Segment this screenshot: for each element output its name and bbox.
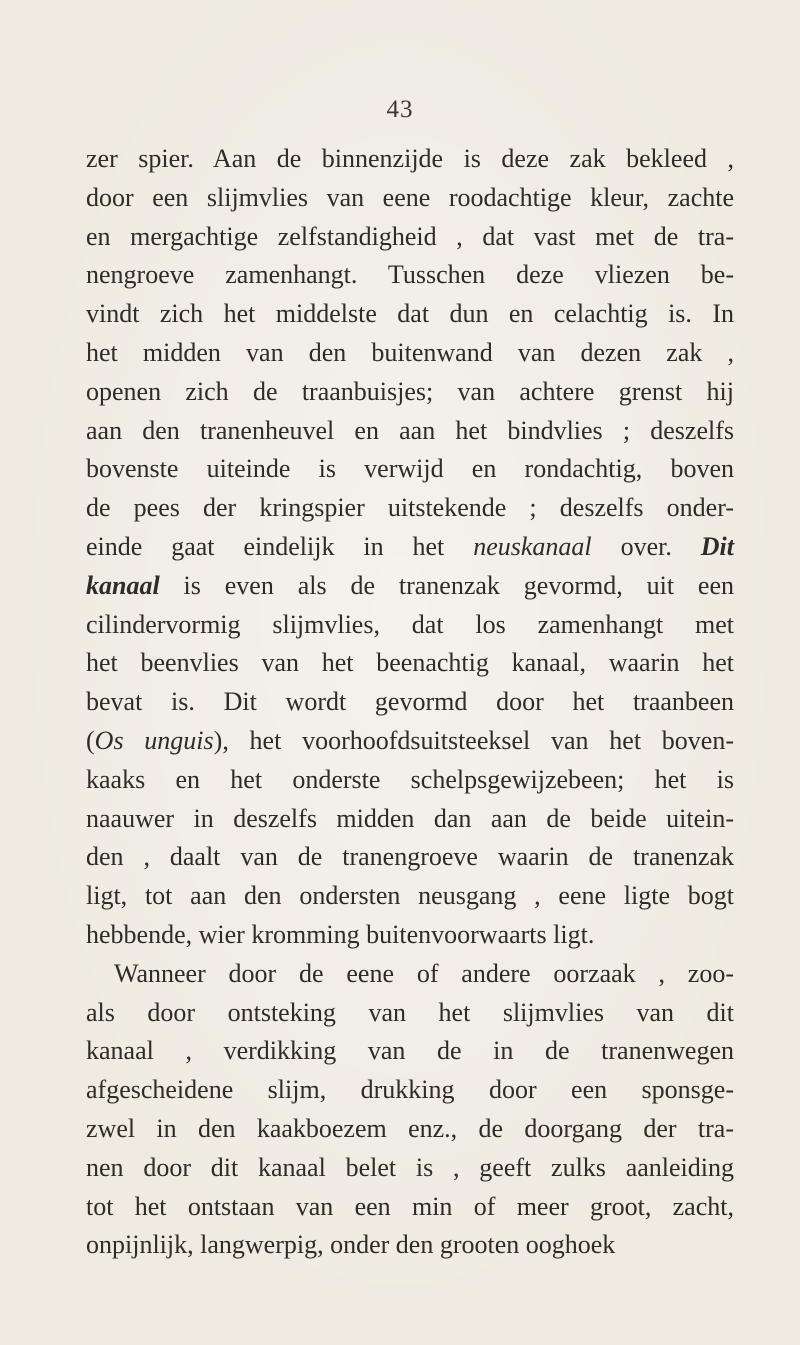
emphasized-term: Os unguis bbox=[94, 725, 214, 755]
text-segment: bevat is. Dit wordt gevormd door het traanbeen bbox=[86, 687, 734, 717]
text-segment: aan den tranenheuvel en aan het bindvlies ; deszelfs bbox=[86, 415, 734, 445]
text-line bbox=[86, 1226, 734, 1265]
text-segment: ligt, tot aan den ondersten neusgang , eene ligte bogt bbox=[86, 881, 734, 911]
text-segment: het beenvlies van het beenachtig kanaal, waarin het bbox=[86, 648, 734, 678]
text-segment: einde gaat eindelijk in het bbox=[86, 531, 474, 561]
text-line bbox=[86, 800, 734, 839]
text-segment: bovenste uiteinde is verwijd en rondachtig, boven bbox=[86, 454, 734, 484]
text-line bbox=[86, 916, 734, 955]
text-segment: vindt zich het middelste dat dun en celachtig is. In bbox=[86, 299, 734, 329]
text-line bbox=[86, 140, 734, 179]
text-line bbox=[86, 877, 734, 916]
text-segment: onpijnlijk, langwerpig, onder den grooten ooghoek bbox=[86, 1230, 616, 1260]
body-text bbox=[86, 140, 734, 1265]
text-segment: zwel in den kaakboezem enz., de doorgang der tra- bbox=[86, 1113, 734, 1143]
text-line bbox=[86, 412, 734, 451]
text-line bbox=[86, 1110, 734, 1149]
text-line bbox=[86, 1149, 734, 1188]
text-segment: den , daalt van de tranengroeve waarin de tranenzak bbox=[86, 842, 734, 872]
text-segment: over. bbox=[591, 531, 701, 561]
text-segment: kaaks en het onderste schelpsgewijzebeen; het is bbox=[86, 764, 734, 794]
text-line bbox=[86, 838, 734, 877]
text-segment: het midden van den buitenwand van dezen zak , bbox=[86, 337, 734, 367]
text-line bbox=[86, 256, 734, 295]
text-line bbox=[86, 528, 734, 567]
text-line bbox=[86, 761, 734, 800]
emphasized-term: Dit bbox=[700, 531, 734, 561]
text-segment: openen zich de traanbuisjes; van achtere grenst hij bbox=[86, 376, 734, 406]
text-segment: nengroeve zamenhangt. Tusschen deze vliezen be- bbox=[86, 260, 734, 290]
text-segment: en mergachtige zelfstandigheid , dat vast met de tra- bbox=[86, 221, 734, 251]
text-line bbox=[86, 994, 734, 1033]
text-line bbox=[86, 450, 734, 489]
text-line bbox=[86, 722, 734, 761]
text-line bbox=[86, 644, 734, 683]
text-segment: afgescheidene slijm, drukking door een sponsge- bbox=[86, 1075, 734, 1105]
text-line bbox=[86, 683, 734, 722]
text-segment: Wanneer door de eene of andere oorzaak , zoo- bbox=[114, 958, 734, 988]
text-line bbox=[86, 1032, 734, 1071]
text-segment: is even als de tranenzak gevormd, uit een bbox=[159, 570, 734, 600]
text-line bbox=[86, 373, 734, 412]
text-line bbox=[86, 1188, 734, 1227]
text-segment: hebbende, wier kromming buitenvoorwaarts ligt. bbox=[86, 919, 595, 949]
text-segment: nen door dit kanaal belet is , geeft zulks aanleiding bbox=[86, 1152, 734, 1182]
text-line bbox=[86, 295, 734, 334]
text-segment: zer spier. Aan de binnenzijde is deze zak bekleed , bbox=[86, 144, 734, 173]
text-line bbox=[86, 334, 734, 373]
text-segment: ), het voorhoofdsuitsteeksel van het boven- bbox=[213, 725, 734, 755]
text-line bbox=[86, 489, 734, 528]
text-line bbox=[86, 955, 734, 994]
text-segment: door een slijmvlies van eene roodachtige kleur, zachte bbox=[86, 182, 734, 212]
text-segment: tot het ontstaan van een min of meer groot, zacht, bbox=[86, 1191, 734, 1221]
emphasized-term: neuskanaal bbox=[473, 531, 592, 561]
text-line bbox=[86, 567, 734, 606]
text-line bbox=[86, 606, 734, 645]
text-segment: de pees der kringspier uitstekende ; deszelfs onder- bbox=[86, 493, 734, 523]
text-line bbox=[86, 218, 734, 257]
text-segment: cilindervormig slijmvlies, dat los zamenhangt met bbox=[86, 609, 734, 639]
text-segment: ( bbox=[86, 725, 95, 755]
page-number: 43 bbox=[386, 96, 414, 123]
text-line bbox=[86, 179, 734, 218]
text-line bbox=[86, 1071, 734, 1110]
text-segment: als door ontsteking van het slijmvlies van dit bbox=[86, 997, 734, 1027]
text-segment: naauwer in deszelfs midden dan aan de beide uitein- bbox=[86, 803, 734, 833]
emphasized-term: kanaal bbox=[86, 570, 160, 600]
text-segment: kanaal , verdikking van de in de tranenwegen bbox=[86, 1036, 734, 1066]
